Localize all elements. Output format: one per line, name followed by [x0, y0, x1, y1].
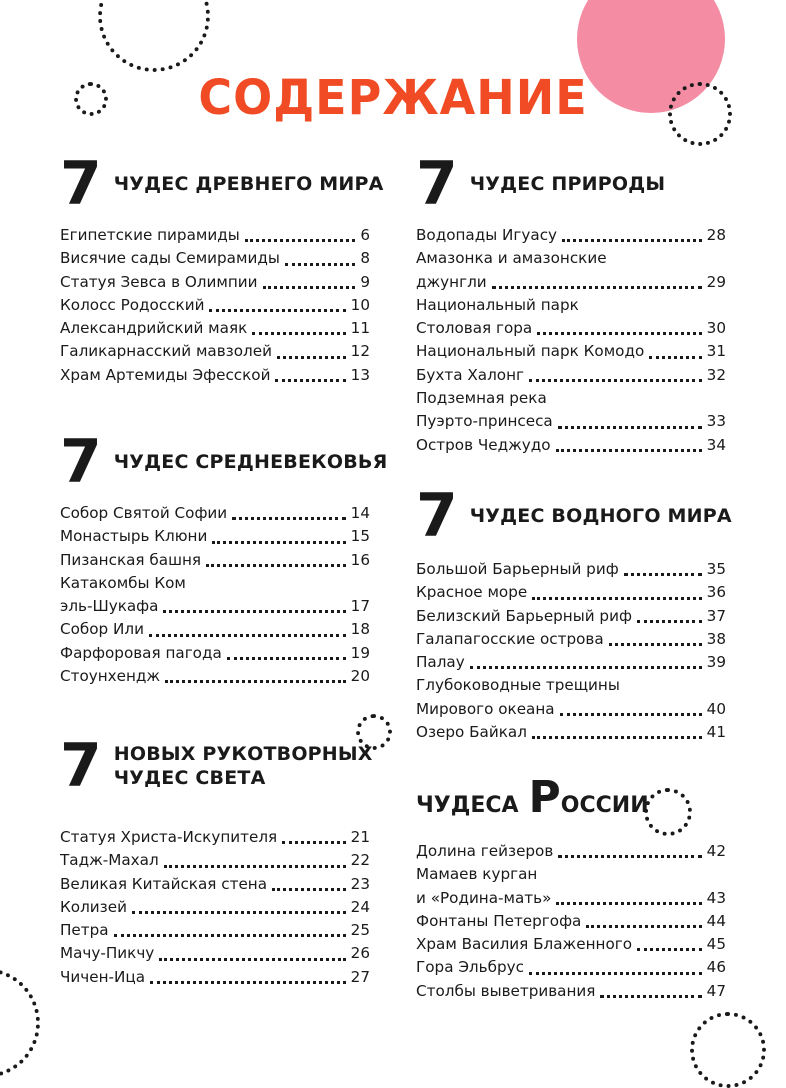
section-title: ЧУДЕС СРЕДНЕВЕКОВЬЯ — [113, 451, 388, 473]
toc-entry[interactable]: Храм Артемиды Эфесской 13 — [60, 365, 370, 384]
toc-entry[interactable]: Монастырь Клюни 15 — [60, 527, 370, 546]
toc-entry[interactable]: Мирового океана 40 — [416, 699, 726, 718]
toc-entry[interactable]: Озеро Байкал 41 — [416, 723, 726, 742]
toc-entry[interactable]: эль-Шукафа 17 — [60, 597, 370, 616]
toc-entry[interactable]: Мачу-Пикчу 26 — [60, 944, 370, 963]
toc-entry[interactable]: Египетские пирамиды 6 — [60, 226, 370, 244]
section-title: ЧУДЕС ВОДНОГО МИРА — [469, 505, 732, 527]
section-title-word: ЧУДЕСА — [416, 793, 519, 818]
toc-entry[interactable]: Храм Василия Блаженного 45 — [416, 935, 726, 954]
toc-entry[interactable]: Белизский Барьерный риф 37 — [416, 606, 726, 625]
toc-entry[interactable]: Великая Китайская стена 23 — [60, 874, 370, 893]
toc-entry[interactable]: Петра 25 — [60, 921, 370, 940]
toc-entry[interactable]: Колизей 24 — [60, 897, 370, 916]
toc-entry[interactable]: Статуя Христа-Искупителя 21 — [60, 828, 370, 846]
section-header-new — [60, 731, 373, 801]
toc-entry[interactable]: джунгли 29 — [416, 272, 726, 291]
toc-entry-line1[interactable]: Мамаев курган — [416, 865, 538, 884]
toc-entry[interactable]: и «Родина-мать» 43 — [416, 888, 726, 907]
toc-list-medieval — [60, 502, 370, 688]
section-number: 7 — [416, 149, 456, 219]
section-title-big-letter: Р — [528, 772, 561, 823]
dotted-ring-decoration — [644, 788, 692, 836]
toc-entry[interactable]: Собор Святой Софии 14 — [60, 504, 370, 522]
section-title-rest: ОССИИ — [560, 793, 649, 818]
toc-entry[interactable]: Пуэрто-принсеса 33 — [416, 412, 726, 431]
toc-entry[interactable]: Фонтаны Петергофа 44 — [416, 911, 726, 930]
toc-entry-line1[interactable]: Национальный парк — [416, 295, 579, 314]
section-header-water — [416, 481, 732, 551]
section-header-ancient — [60, 149, 384, 219]
toc-entry[interactable]: Столовая гора 30 — [416, 319, 726, 338]
section-title: ЧУДЕС ПРИРОДЫ — [469, 173, 666, 195]
toc-entry[interactable]: Бухта Халонг 32 — [416, 365, 726, 384]
toc-entry[interactable]: Фарфоровая пагода 19 — [60, 643, 370, 662]
toc-entry-line1[interactable]: Катакомбы Ком — [60, 573, 186, 592]
toc-entry[interactable]: Долина гейзеров 42 — [416, 842, 726, 860]
section-number: 7 — [416, 481, 456, 551]
section-title: ЧУДЕС ДРЕВНЕГО МИРА — [113, 173, 384, 195]
section-title: НОВЫХ РУКОТВОРНЫХ ЧУДЕС СВЕТА — [113, 743, 373, 789]
toc-entry[interactable]: Чичен-Ица 27 — [60, 967, 370, 986]
toc-entry[interactable]: Колосс Родосский 10 — [60, 295, 370, 314]
toc-entry[interactable]: Стоунхендж 20 — [60, 667, 370, 686]
toc-entry[interactable]: Пизанская башня 16 — [60, 550, 370, 569]
toc-list-nature — [416, 224, 726, 457]
toc-entry[interactable]: Столбы выветривания 47 — [416, 981, 726, 1000]
toc-entry-line1[interactable]: Амазонка и амазонские — [416, 249, 607, 268]
toc-entry[interactable]: Галикарнасский мавзолей 12 — [60, 342, 370, 361]
dotted-ring-decoration — [98, 0, 210, 72]
toc-entry-line1[interactable]: Подземная река — [416, 389, 547, 408]
section-header-medieval — [60, 427, 388, 497]
section-number: 7 — [60, 149, 100, 219]
toc-entry-line1[interactable]: Глубоководные трещины — [416, 676, 620, 695]
toc-entry[interactable]: Остров Чеджудо 34 — [416, 435, 726, 454]
toc-list-ancient — [60, 224, 370, 387]
toc-entry[interactable]: Большой Барьерный риф 35 — [416, 560, 726, 578]
toc-entry[interactable]: Гора Эльбрус 46 — [416, 958, 726, 977]
toc-entry[interactable]: Галапагосские острова 38 — [416, 629, 726, 648]
toc-list-water — [416, 558, 726, 744]
toc-entry[interactable]: Тадж-Махал 22 — [60, 851, 370, 870]
section-header-russia — [416, 772, 649, 823]
toc-entry[interactable]: Висячие сады Семирамиды 8 — [60, 249, 370, 268]
toc-entry[interactable]: Водопады Игуасу 28 — [416, 226, 726, 244]
dotted-ring-decoration — [0, 968, 40, 1078]
toc-entry[interactable]: Собор Или 18 — [60, 620, 370, 639]
toc-entry[interactable]: Красное море 36 — [416, 583, 726, 602]
toc-entry[interactable]: Александрийский маяк 11 — [60, 319, 370, 338]
section-header-nature — [416, 149, 666, 219]
toc-entry[interactable]: Статуя Зевса в Олимпии 9 — [60, 272, 370, 291]
toc-entry[interactable]: Национальный парк Комодо 31 — [416, 342, 726, 361]
dotted-ring-decoration — [690, 1012, 766, 1088]
section-number: 7 — [60, 427, 100, 497]
toc-list-russia — [416, 840, 726, 1003]
section-number: 7 — [60, 731, 100, 801]
toc-entry[interactable]: Палау 39 — [416, 653, 726, 672]
page-title: СОДЕРЖАНИЕ — [198, 68, 588, 126]
toc-list-new — [60, 826, 370, 989]
